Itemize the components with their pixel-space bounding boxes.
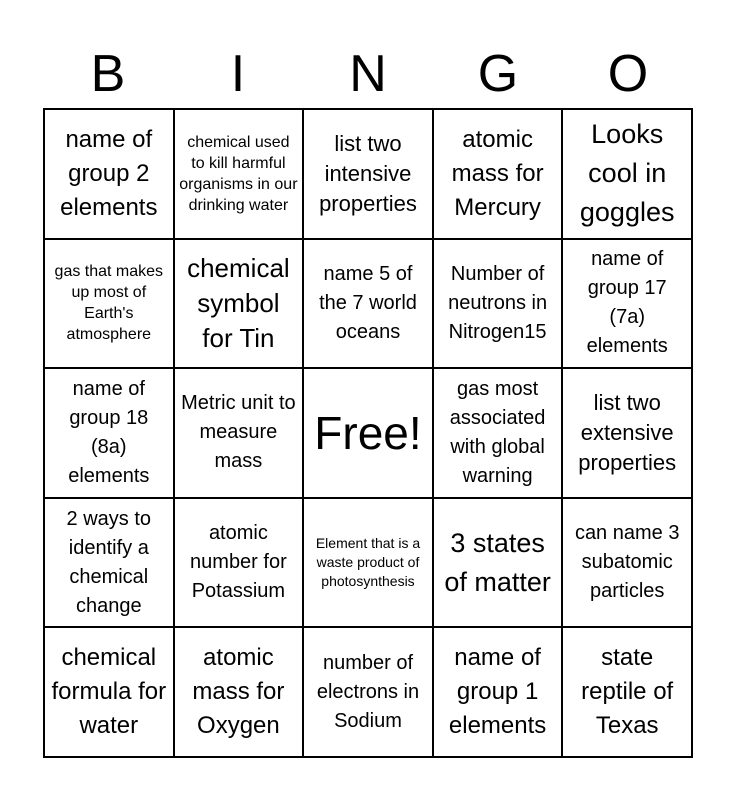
bingo-cell[interactable]: 3 states of matter (433, 498, 563, 628)
bingo-cell[interactable]: name of group 2 elements (44, 109, 174, 239)
bingo-header (43, 44, 693, 104)
bingo-cell[interactable]: atomic mass for Mercury (433, 109, 563, 239)
bingo-cell[interactable]: atomic number for Potassium (174, 498, 304, 628)
header-letter-o: O (607, 45, 649, 103)
bingo-board (43, 108, 693, 758)
bingo-cell[interactable]: gas that makes up most of Earth's atmosphere (44, 239, 174, 369)
bingo-cell[interactable]: name of group 17 (7a) elements (562, 239, 692, 369)
bingo-cell[interactable]: chemical symbol for Tin (174, 239, 304, 369)
bingo-cell[interactable]: gas most associated with global warning (433, 368, 563, 498)
bingo-cell[interactable]: Number of neutrons in Nitrogen15 (433, 239, 563, 369)
bingo-cell[interactable]: number of electrons in Sodium (303, 627, 433, 757)
bingo-cell[interactable]: chemical used to kill harmful organisms in our drinking water (174, 109, 304, 239)
bingo-cell[interactable]: name of group 18 (8a) elements (44, 368, 174, 498)
bingo-cell[interactable]: name 5 of the 7 world oceans (303, 239, 433, 369)
bingo-cell[interactable]: list two intensive properties (303, 109, 433, 239)
bingo-cell[interactable]: 2 ways to identify a chemical change (44, 498, 174, 628)
bingo-cell[interactable]: Element that is a waste product of photosynthesis (303, 498, 433, 628)
bingo-cell[interactable]: list two extensive properties (562, 368, 692, 498)
bingo-cell[interactable]: state reptile of Texas (562, 627, 692, 757)
bingo-cell[interactable]: chemical formula for water (44, 627, 174, 757)
header-letter-b: B (90, 45, 126, 103)
bingo-cell[interactable]: name of group 1 elements (433, 627, 563, 757)
bingo-cell[interactable]: Looks cool in goggles (562, 109, 692, 239)
header-letter-i: I (230, 45, 246, 103)
bingo-cell[interactable]: Metric unit to measure mass (174, 368, 304, 498)
bingo-cell[interactable]: can name 3 subatomic particles (562, 498, 692, 628)
header-letter-g: G (477, 45, 519, 103)
header-letter-n: N (349, 45, 387, 103)
bingo-cell[interactable]: atomic mass for Oxygen (174, 627, 304, 757)
free-space[interactable]: Free! (303, 368, 433, 498)
